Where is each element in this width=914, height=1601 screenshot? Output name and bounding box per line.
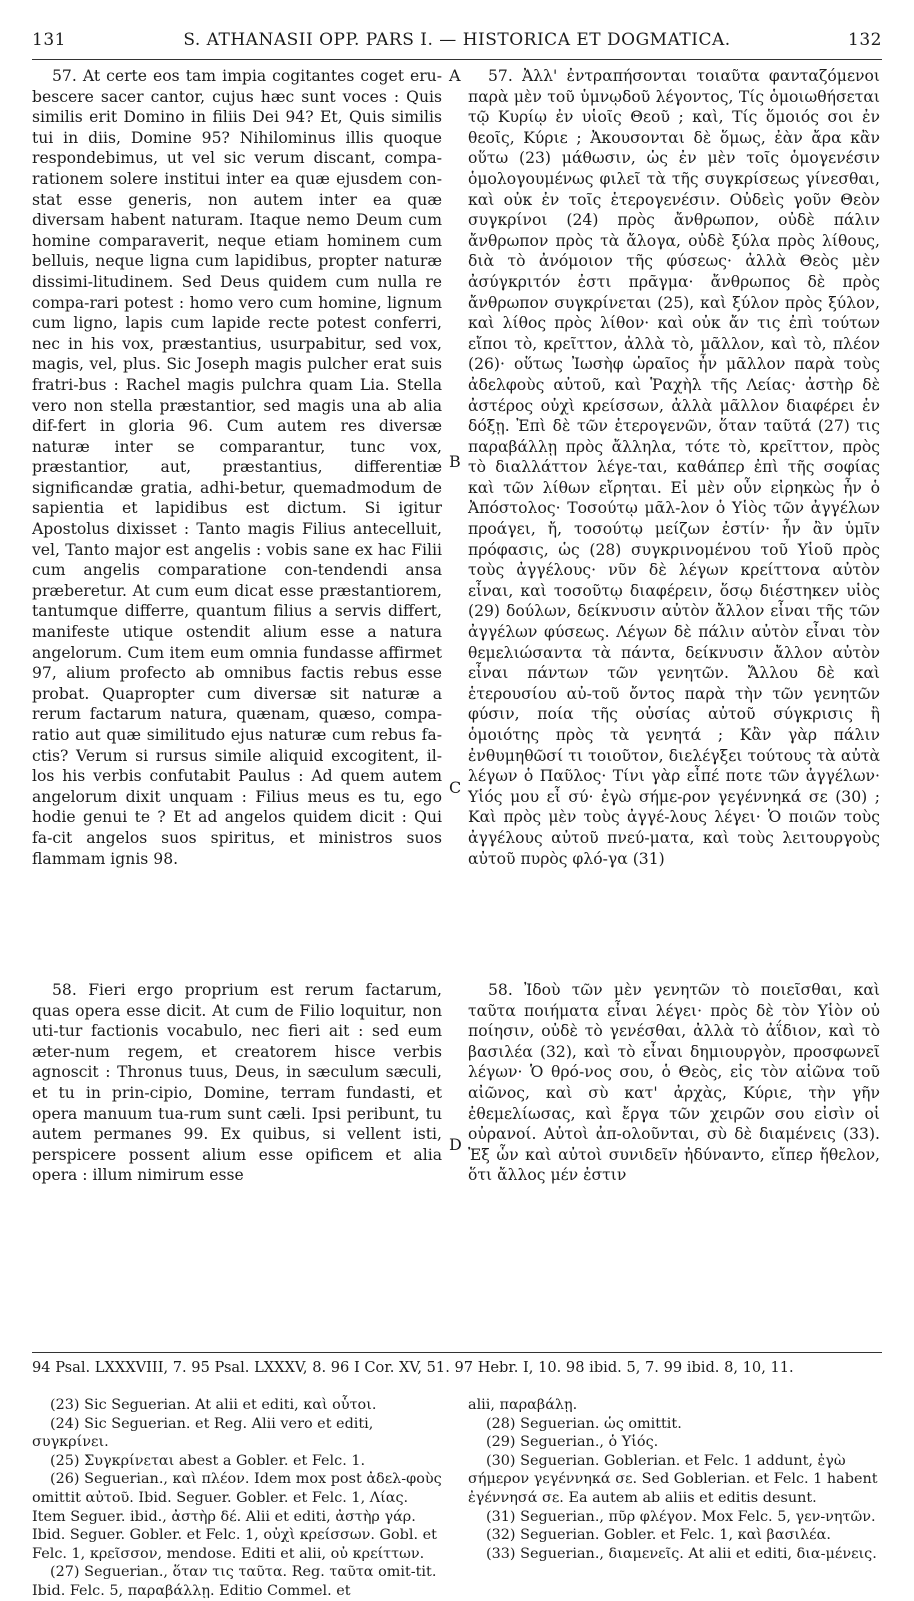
- latin-paragraph-57: 57. At certe eos tam impia cogitantes coget eru-bescere sacer cantor, cujus hæc sunt voces : Quis similis erit Domino in filiis Dei 94? Et, Quis similis tui in diis, Domine 95? Nihilominus illis quoque respondebimus, ut vel sic verum discant, compa-rationem solere institui inter ea quæ ejusdem con-stat esse generis, non autem inter ea quæ diversam habent naturam. Itaque nemo Deum cum homine comparaverit, neque etiam hominem cum belluis, neque ligna cum lapidibus, propter naturæ dissimi-litudinem. Sed Deus quidem cum nulla re compa-rari potest : homo vero cum homine, lignum cum ligno, lapis cum lapide recte potest conferri, nec in his vox, præstantius, usurpabitur, sed vox, magis, vel, plus. Sic Joseph magis pulcher erat suis fratri-bus : Rachel magis pulchra quam Lia. Stella vero non stella præstantior, sed magis una ab alia dif-fert in gloria 96. Cum autem res diversæ naturæ inter se comparantur, tunc vox, præstantior, aut, præstantius, differentiæ significandæ gratia, adhi-betur, quemadmodum de sapientia et lapidibus est dictum. Si igitur Apostolus dixisset : Tanto magis Filius antecelluit, vel, Tanto major est angelis : vobis sane ex hac Filii cum angelis comparatione con-tendendi ansa præberetur. At cum eum dicat esse præstantiorem, tantumque differre, quantum filius a servis differt, manifeste utique ostendit alium esse a natura angelorum. Cum item eum omnia fundasse affirmet 97, alium profecto ab omnibus factis rebus esse probat. Quapropter cum diversæ sit naturæ a rerum factarum natura, quænam, quæso, compa-ratio aut quæ similitudo ejus naturæ cum rebus fa-ctis? Verum si rursus simile aliquid excogitent, il-los his verbis confutabit Paulus : Ad quem autem angelorum dixit unquam : Filius meus es tu, ego hodie genui te ? Et ad angelos quidem dicit : Qui fa-cit angelos suos spiritus, et ministros suos flammam ignis 98.: [32, 67, 442, 868]
- margin-marker-d: D: [449, 1135, 462, 1154]
- running-header: [32, 30, 882, 56]
- critical-notes-left: [32, 1396, 442, 1601]
- page-number-right: 132: [848, 30, 882, 50]
- running-title: S. ATHANASII OPP. PARS I. — HISTORICA ET DOGMATICA.: [183, 30, 731, 50]
- scripture-references: 94 Psal. LXXXVIII, 7. 95 Psal. LXXXV, 8. 96 I Cor. XV, 51. 97 Hebr. I, 10. 98 ibid. 5, 7. 99 ibid. 8, 10, 11.: [32, 1359, 794, 1376]
- greek-column-section-57: [468, 66, 880, 875]
- note-28: (28) Seguerian. ὡς omittit.: [486, 1415, 682, 1432]
- margin-marker-a: A: [449, 66, 461, 85]
- note-29: (29) Seguerian., ὁ Υἱός.: [486, 1434, 659, 1451]
- note-23: (23) Sic Seguerian. At alii et editi, καὶ οὗτοι.: [50, 1397, 377, 1413]
- note-31: (31) Seguerian., πῦρ φλέγον. Mox Felc. 5, γεν-νητῶν.: [486, 1508, 876, 1525]
- greek-column-section-58: [468, 980, 880, 1192]
- page-number-left: 131: [32, 30, 66, 50]
- margin-marker-b: B: [449, 452, 461, 471]
- note-27: (27) Seguerian., ὅταν τις ταῦτα. Reg. ταῦτα omit-tit. Ibid. Felc. 5, παραβάλλῃ. Editio Commel. et: [32, 1564, 437, 1599]
- greek-paragraph-58: 58. Ἰδοὺ τῶν μὲν γενητῶν τὸ ποιεῖσθαι, καὶ ταῦτα ποιήματα εἶναι λέγει· πρὸς δὲ τὸν Υἱὸν οὐ ποίησιν, οὐδὲ τὸ γενέσθαι, ἀλλὰ τὸ ἀΐδιον, καὶ τὸ βασιλέα (32), καὶ τὸ εἶναι δημιουργὸν, προσφωνεῖ λέγων· Ὁ θρό-νος σου, ὁ Θεὸς, εἰς τὸν αἰῶνα τοῦ αἰῶνος, καὶ σὺ κατ' ἀρχὰς, Κύριε, τὴν γῆν ἐθεμελίωσας, καὶ ἔργα τῶν χειρῶν σου εἰσὶν οἱ οὐρανοί. Αὐτοὶ ἀπ-ολοῦνται, σὺ δὲ διαμένεις (33). Ἐξ ὧν καὶ αὐτοὶ συνιδεῖν ἠδύναντο, εἴπερ ἤθελον, ὅτι ἄλλος μέν ἐστιν: [468, 981, 880, 1185]
- latin-paragraph-58: 58. Fieri ergo proprium est rerum factarum, quas opera esse dicit. At cum de Filio loquitur, non uti-tur factionis vocabulo, nec fieri ait : sed eum æter-num regem, et creatorem hisce verbis agnoscit : Thronus tuus, Deus, in sæculum sæculi, et tu in prin-cipio, Domine, terram fundasti, et opera manuum tua-rum sunt cæli. Ipsi peribunt, tu autem permanes 99. Ex quibus, si vellent isti, perspicere possent alium esse opificem et alia opera : illum nimirum esse: [32, 981, 442, 1185]
- note-30: (30) Seguerian. Goblerian. et Felc. 1 addunt, ἐγὼ σήμερον γεγέννηκά σε. Sed Goblerian. et Felc. 1 habent ἐγέννησά σε. Ea autem ab aliis et editis desunt.: [468, 1452, 878, 1506]
- critical-notes-right: [468, 1396, 880, 1563]
- note-24: (24) Sic Seguerian. et Reg. Alii vero et editi, συγκρίνει.: [32, 1415, 374, 1451]
- note-32: (32) Seguerian. Gobler. et Felc. 1, καὶ βασιλέα.: [486, 1527, 831, 1544]
- note-33: (33) Seguerian., διαμενεῖς. At alii et editi, δια-μένεις.: [486, 1545, 877, 1562]
- note-25: (25) Συγκρίνεται abest a Gobler. et Felc. 1.: [50, 1452, 366, 1469]
- footnote-rule: [32, 1352, 882, 1353]
- note-27-continued: alii, παραβάλῃ.: [468, 1397, 578, 1413]
- latin-column-section-58: [32, 980, 442, 1192]
- margin-marker-c: C: [449, 778, 462, 797]
- greek-paragraph-57: 57. Ἀλλ' ἐντραπήσονται τοιαῦτα φανταζόμενοι παρὰ μὲν τοῦ ὑμνῳδοῦ λέγοντος, Τίς ὁμοιωθήσεται τῷ Κυρίῳ ἐν υἱοῖς Θεοῦ ; καὶ, Τίς ὅμοιός σοι ἐν θεοῖς, Κύριε ; Ἀκουσονται δὲ ὅμως, ἐὰν ἄρα κἂν οὕτω (23) μάθωσιν, ὡς ἐν μὲν τοῖς ὁμογενέσιν ὁμολογουμένως φιλεῖ τὰ τῆς συγκρίσεως γίνεσθαι, καὶ οὐκ ἐν τοῖς ἑτερογενέσιν. Οὐδεὶς γοῦν Θεὸν συγκρίνοι (24) πρὸς ἄνθρωπον, οὐδὲ πάλιν ἄνθρωπον πρὸς τὰ ἄλογα, οὐδὲ ξύλα πρὸς λίθους, διὰ τὸ ἀνόμοιον τῆς φύσεως· ἀλλὰ Θεὸς μὲν ἀσύγκριτόν ἐστι πρᾶγμα· ἄνθρωπος δὲ πρὸς ἄνθρωπον συγκρίνεται (25), καὶ ξύλον πρὸς ξύλον, καὶ λίθος πρὸς λίθον· καὶ οὐκ ἄν τις ἐπὶ τούτων εἴποι τὸ, κρεῖττον, ἀλλὰ τὸ, μᾶλλον, καὶ τὸ, πλέον (26)· οὕτως Ἰωσὴφ ὡραῖος ἦν μᾶλλον παρὰ τοὺς ἀδελφοὺς αὐτοῦ, καὶ Ῥαχὴλ τῆς Λείας· ἀστὴρ δὲ ἀστέρος οὐχὶ κρείσσων, ἀλλὰ μᾶλλον διαφέρει ἐν δόξῃ. Ἐπὶ δὲ τῶν ἑτερογενῶν, ὅταν ταῦτά (27) τις παραβάλλῃ πρὸς ἄλληλα, τότε τὸ, κρεῖττον, πρὸς τὸ διαλλάττον λέγε-ται, καθάπερ ἐπὶ τῆς σοφίας καὶ τῶν λίθων εἴρηται. Εἰ μὲν οὖν εἰρηκὼς ἦν ὁ Ἀπόστολος· Τοσούτῳ μᾶλ-λον ὁ Υἱὸς τῶν ἀγγέλων προάγει, ἤ, τοσούτῳ μείζων ἐστίν· ἦν ἂν ὑμῖν πρόφασις, ὡς (28) συγκρινομένου τοῦ Υἱοῦ πρὸς τοὺς ἀγγέλους· νῦν δὲ λέγων κρείττονα αὐτὸν εἶναι, καὶ τοσοῦτῳ διαφέρειν, ὅσῳ διέστηκεν υἱὸς (29) δούλων, δείκνυσιν αὐτὸν ἄλλον εἶναι τῆς τῶν ἀγγέλων φύσεως. Λέγων δὲ πάλιν αὐτὸν εἶναι τὸν θεμελιώσαντα τὰ πάντα, δείκνυσιν ἄλλον αὐτὸν εἶναι πάντων τῶν γενητῶν. Ἄλλου δὲ καὶ ἑτερουσίου αὐ-τοῦ ὄντος παρὰ τὴν τῶν γενητῶν φύσιν, ποία τῆς οὐσίας αὐτοῦ σύγκρισις ἢ ὁμοιότης πρὸς τὰ γενητά ; Κἂν γὰρ πάλιν ἐνθυμηθῶσί τι τοιοῦτον, διελέγξει τούτους τὰ αὐτὰ λέγων ὁ Παῦλος· Τίνι γὰρ εἶπέ ποτε τῶν ἀγγέλων· Υἱός μου εἶ σύ· ἐγὼ σήμε-ρον γεγέννηκά σε (30) ; Καὶ πρὸς μὲν τοὺς ἀγγέ-λους λέγει· Ὁ ποιῶν τοὺς ἀγγέλους αὐτοῦ πνεύ-ματα, καὶ τοὺς λειτουργοὺς αὐτοῦ πυρὸς φλό-γα (31): [468, 67, 880, 868]
- note-26: (26) Seguerian., καὶ πλέον. Idem mox post ἀδελ-φοὺς omittit αὐτοῦ. Ibid. Seguer. Gobler. et Felc. 1, Λίας. Item Seguer. ibid., ἀστὴρ δέ. Alii et editi, ἀστὴρ γάρ. Ibid. Seguer. Gobler. et Felc. 1, οὐχὶ κρείσσων. Gobl. et Felc. 1, κρεῖσσον, mendose. Editi et alii, οὐ κρείττων.: [32, 1471, 442, 1562]
- latin-column-section-57: [32, 66, 442, 875]
- header-rule: [32, 59, 882, 60]
